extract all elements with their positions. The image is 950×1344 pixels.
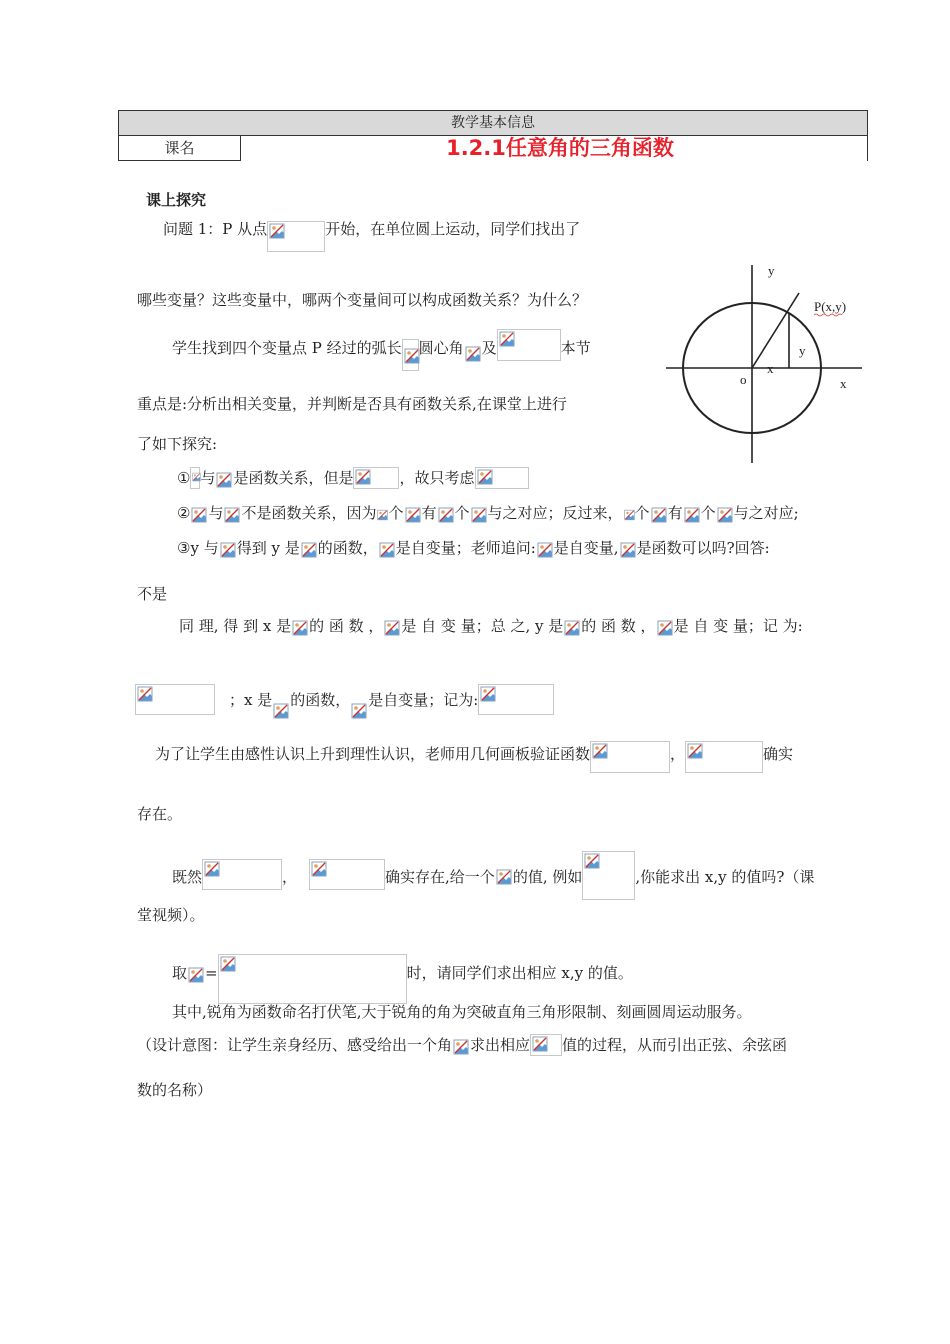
text-span: 是自变量；老师追问: [395,539,536,557]
broken-image-icon [269,223,285,239]
text-span: ， [670,745,686,763]
text-span: ，故只考虑 [399,469,475,487]
paragraph-line: 重点是:分析出相关变量，并判断是否具有函数关系,在课堂上进行 [137,395,567,413]
broken-image-icon [537,542,553,558]
paragraph-line [172,329,591,371]
broken-image-icon [465,346,481,362]
formula-image [650,506,668,524]
course-name-label: 课名 [118,136,241,161]
paragraph-line [137,1034,787,1056]
broken-image-icon [311,861,327,877]
text-span: 确实存在,给一个 [385,868,495,886]
formula-image [309,859,385,890]
paragraph-line [179,615,803,637]
formula-image [215,471,233,489]
formula-image [623,506,635,524]
broken-image-icon [480,686,496,702]
broken-image-icon [584,853,600,869]
broken-image-icon [405,507,421,523]
broken-image-icon [404,348,420,364]
paragraph-line [177,537,770,559]
text-span: 本节 [560,339,591,357]
broken-image-icon [624,507,635,523]
broken-image-icon [220,542,236,558]
formula-image [495,868,513,886]
paragraph-line [172,954,633,1004]
origin-label: o [740,372,747,387]
formula-image [437,506,455,524]
broken-image-icon [224,507,240,523]
formula-image [350,697,368,715]
unit-circle-figure [662,263,862,468]
broken-image-icon [192,469,201,485]
broken-image-icon [188,967,204,983]
text-span: 是 自 变 量；记 为: [673,617,803,635]
broken-image-icon [496,869,512,885]
paragraph-line: 哪些变量？这些变量中，哪两个变量间可以构成函数关系？为什么？ [137,291,588,309]
formula-image [378,541,396,559]
paragraph-line [177,502,799,524]
paragraph-line: 不是 [137,585,168,603]
broken-image-icon [438,507,454,523]
text-span: ， [282,868,298,886]
text-span: 是自变量, [553,539,619,557]
formula-image [683,506,701,524]
paragraph-line [177,467,529,489]
formula-image [223,506,241,524]
paragraph-line [163,218,580,252]
paragraph-line: 堂视频）。 [137,906,205,924]
broken-image-icon [684,507,700,523]
broken-image-icon [379,542,395,558]
section-title: 课上探究 [146,191,207,209]
paragraph-line: 存在。 [137,805,183,823]
text-span: 个 [388,504,404,522]
text-span: ,你能求出 x,y 的值吗?（课 [635,868,815,886]
text-span: 圆心角 [418,339,464,357]
text-span: 同 理, 得 到 x 是 [179,617,292,635]
formula-image [536,541,554,559]
text-span: 是函数关系，但是 [233,469,354,487]
text-span: ；x 是 [229,691,273,709]
broken-image-icon [216,472,232,488]
formula-image [464,345,482,363]
text-span: 得到 y 是 [236,539,300,557]
formula-image [202,859,282,890]
text-span: 与 [208,504,224,522]
formula-image [619,541,637,559]
formula-image [582,851,635,900]
formula-image [376,506,388,524]
broken-image-icon [717,507,733,523]
text-span: 开始，在单位圆上运动，同学们找出了 [325,220,581,238]
text-span: 个 [634,504,650,522]
text-span: 既然 [172,868,203,886]
text-span: 是函数可以吗?回答: [636,539,770,557]
text-span: 求出相应 [470,1036,531,1054]
broken-image-icon [499,331,515,347]
broken-image-icon [564,620,580,636]
formula-image [353,467,399,489]
y-axis-label: y [768,263,775,278]
table-header-row: 教学基本信息 [118,110,868,136]
text-span: ③y 与 [177,539,219,557]
formula-image [656,619,674,637]
formula-image [497,329,561,361]
broken-image-icon [301,542,317,558]
formula-image [135,684,215,715]
paragraph-line [172,851,814,900]
formula-image [452,1038,470,1056]
broken-image-icon [137,686,153,702]
broken-image-icon [204,861,220,877]
formula-image [404,506,422,524]
text-span: 是自变量；记为: [368,691,479,709]
broken-image-icon [657,620,673,636]
broken-image-icon [651,507,667,523]
broken-image-icon [687,743,703,759]
formula-image [402,339,419,371]
text-span: 的函数， [317,539,378,557]
text-span: 的 函 数 ， [309,617,384,635]
broken-image-icon [453,1039,469,1055]
formula-image [475,467,529,489]
text-span: 确实 [763,745,794,763]
text-span: 时，请同学们求出相应 x,y 的值。 [406,964,633,982]
paragraph-line: 数的名称） [137,1081,213,1099]
text-span: 与之对应; [733,504,799,522]
text-span: 与之对应；反过来， [487,504,623,522]
text-span: 的 函 数 ， [581,617,656,635]
formula-image [716,506,734,524]
y-segment-label: y [799,343,806,358]
formula-image [470,506,488,524]
text-span: （设计意图：让学生亲身经历、感受给出一个角 [137,1036,453,1054]
formula-image [383,619,401,637]
broken-image-icon [377,507,388,523]
text-span: 学生找到四个变量点 P 经过的弧长 [172,339,402,357]
x-axis-label: x [840,376,847,391]
x-segment-label: x [767,361,774,376]
text-span: 的值, 例如 [512,868,583,886]
formula-image [300,541,318,559]
text-span: 不是函数关系，因为 [241,504,377,522]
broken-image-icon [355,469,371,485]
text-span: 与 [200,469,216,487]
spellcheck-underline [814,314,842,316]
broken-image-icon [477,469,493,485]
formula-image [219,541,237,559]
formula-image [272,697,290,715]
course-title: 1.2.1任意角的三角函数 [446,136,674,160]
broken-image-icon [292,620,308,636]
formula-image [590,741,670,773]
paragraph-line [155,741,793,773]
text-span: ① [177,469,191,487]
formula-image [530,1034,562,1056]
formula-image [291,619,309,637]
formula-image [563,619,581,637]
table-border [867,136,868,161]
broken-image-icon [384,620,400,636]
broken-image-icon [620,542,636,558]
formula-image [218,954,407,1004]
text-span: 是 自 变 量；总 之, y 是 [401,617,564,635]
paragraph-line: 其中,锐角为函数命名打伏笔,大于锐角的角为突破直角三角形限制、刻画圆周运动服务。 [172,1003,752,1021]
text-span: 值的过程，从而引出正弦、余弦函 [562,1036,788,1054]
formula-image [685,741,763,773]
formula-image [478,684,554,715]
paragraph-line: 了如下探究: [137,435,218,453]
text-span: 问题 1：P 从点 [163,220,268,238]
text-span: 取 [172,964,188,982]
formula-image [190,506,208,524]
text-span: 个 [700,504,716,522]
broken-image-icon [273,703,289,719]
point-label: P(x,y) [814,299,847,314]
paragraph-line [135,684,554,715]
formula-image [267,221,325,252]
text-span: 为了让学生由感性认识上升到理性认识，老师用几何画板验证函数 [155,745,591,763]
broken-image-icon [351,703,367,719]
formula-image [187,966,205,984]
broken-image-icon [220,956,236,972]
text-span: = [205,964,218,982]
text-span: 及 [481,339,497,357]
broken-image-icon [532,1036,548,1052]
text-span: 有 [667,504,683,522]
broken-image-icon [191,507,207,523]
broken-image-icon [592,743,608,759]
broken-image-icon [471,507,487,523]
text-span: ② [177,504,191,522]
text-span: 的函数， [290,691,351,709]
text-span: 有 [421,504,437,522]
text-span: 个 [454,504,470,522]
formula-image [190,467,200,489]
